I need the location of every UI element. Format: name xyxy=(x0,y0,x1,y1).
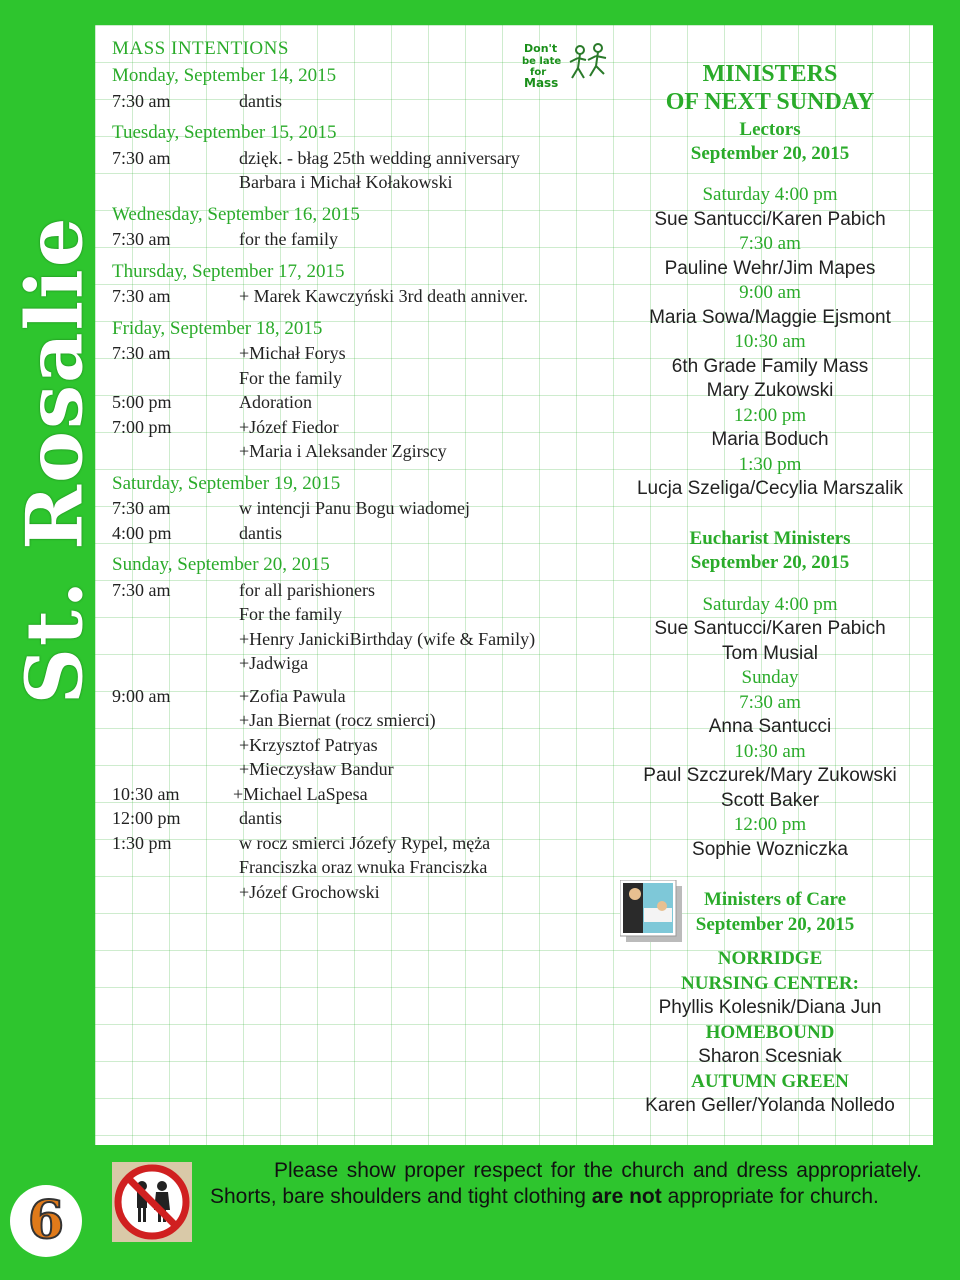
mass-intentions-title: MASS INTENTIONS xyxy=(112,38,289,59)
eucharist-time: 7:30 am xyxy=(739,691,801,713)
eucharist-name: Tom Musial xyxy=(721,642,819,664)
intention-row xyxy=(112,439,612,464)
eucharist-name: Scott Baker xyxy=(720,789,820,811)
intention-row xyxy=(112,521,612,546)
mass-day xyxy=(112,121,612,195)
mass-intention: dantis xyxy=(239,808,282,828)
intention-row xyxy=(112,284,612,309)
intention-row xyxy=(112,708,612,733)
intention-row xyxy=(112,806,612,831)
lector-time: 1:30 pm xyxy=(738,453,802,475)
mass-time: 7:30 am xyxy=(112,498,171,518)
ministers-of-care-illustration xyxy=(620,880,682,942)
mass-time: 7:30 am xyxy=(112,90,171,111)
care-date: September 20, 2015 xyxy=(695,913,855,935)
mass-time: 7:30 am xyxy=(112,147,171,168)
mass-intention: dantis xyxy=(239,522,282,543)
mass-day xyxy=(112,553,612,676)
lector-time: Saturday 4:00 pm xyxy=(702,184,838,205)
ministers-title: MINISTERS xyxy=(702,61,838,87)
mass-time: 1:30 pm xyxy=(112,832,172,853)
mass-intention: +Jan Biernat (rocz smierci) xyxy=(239,710,436,730)
mass-intention: dzięk. - błag 25th wedding anniversary xyxy=(239,147,520,168)
mass-intention: Barbara i Michał Kołakowski xyxy=(239,172,453,192)
day-heading: Monday, September 14, 2015 xyxy=(112,65,337,86)
care-location: NURSING CENTER: xyxy=(681,972,859,994)
intention-row xyxy=(112,415,612,440)
lector-time: 12:00 pm xyxy=(733,404,807,426)
eucharist-name: Sophie Wozniczka xyxy=(692,838,848,860)
day-heading: Saturday, September 19, 2015 xyxy=(112,472,341,494)
logo-line-2: be late xyxy=(522,56,562,67)
lector-name: Pauline Wehr/Jim Mapes xyxy=(664,257,876,279)
day-heading: Tuesday, September 15, 2015 xyxy=(112,122,337,143)
page-number-badge: 6 xyxy=(10,1185,82,1257)
mass-intention: for the family xyxy=(239,229,338,249)
dress-code-notice: Please show proper respect for the church and dress appropriately. Shorts, bare shoulders and tight clothing are not appropriate for church. xyxy=(210,1159,922,1208)
care-location: NORRIDGE xyxy=(717,948,823,969)
ministers-section xyxy=(610,60,930,1119)
mass-intention: dantis xyxy=(239,90,282,111)
lectors-heading: Lectors xyxy=(739,119,801,140)
day-heading: Wednesday, September 16, 2015 xyxy=(112,203,360,225)
care-name: Karen Geller/Yolanda Nolledo xyxy=(645,1095,895,1116)
eucharist-heading: Eucharist Ministers xyxy=(689,527,851,549)
mass-time: 9:00 am xyxy=(112,685,171,706)
day-heading: Sunday, September 20, 2015 xyxy=(112,554,330,575)
mass-intentions-section xyxy=(112,38,612,904)
mass-time: 10:30 am xyxy=(112,783,180,804)
lector-name: Lucja Szeliga/Cecylia Marszalik xyxy=(636,478,904,499)
eucharist-time: 10:30 am xyxy=(734,740,806,762)
mass-intention: +Henry JanickiBirthday (wife & Family) xyxy=(239,628,536,649)
mass-time: 7:00 pm xyxy=(112,416,172,437)
mass-time: 7:30 am xyxy=(112,579,171,600)
logo-line-4: Mass xyxy=(524,76,559,90)
logo-line-3: for xyxy=(530,67,547,78)
no-inappropriate-dress-icon xyxy=(112,1162,192,1242)
mass-intention: +Zofia Pawula xyxy=(239,685,346,706)
mass-time: 12:00 pm xyxy=(112,808,181,828)
lector-name: Maria Boduch xyxy=(711,429,829,450)
mass-time: 7:30 am xyxy=(112,343,171,363)
lector-time: 10:30 am xyxy=(734,331,806,352)
mass-time: 7:30 am xyxy=(112,286,171,306)
eucharist-name: Sue Santucci/Karen Pabich xyxy=(654,618,886,639)
care-location: HOMEBOUND xyxy=(705,1021,835,1043)
ministers-subtitle: OF NEXT SUNDAY xyxy=(665,89,875,115)
mass-intention: +Krzysztof Patryas xyxy=(239,734,378,755)
intention-row xyxy=(112,733,612,758)
lector-name: Sue Santucci/Karen Pabich xyxy=(654,208,886,230)
mass-intention: +Jadwiga xyxy=(239,653,309,673)
mass-intention: for all parishioners xyxy=(239,579,375,600)
lector-name: Mary Zukowski xyxy=(706,380,834,401)
mass-intention: Adoration xyxy=(239,392,312,412)
eucharist-time: 12:00 pm xyxy=(733,814,807,835)
mass-day xyxy=(112,64,612,113)
day-heading: Thursday, September 17, 2015 xyxy=(112,260,345,282)
lectors-date: September 20, 2015 xyxy=(690,143,850,164)
care-name: Phyllis Kolesnik/Diana Jun xyxy=(658,997,882,1018)
mass-intention: Franciszka oraz wnuka Franciszka xyxy=(239,857,488,877)
eucharist-date: September 20, 2015 xyxy=(690,552,850,573)
lector-name: 6th Grade Family Mass xyxy=(671,355,869,377)
intention-row xyxy=(112,757,612,782)
mass-day xyxy=(112,684,612,905)
intention-row xyxy=(112,627,612,652)
intention-row xyxy=(112,390,612,415)
intention-row xyxy=(112,89,612,114)
intention-row xyxy=(112,651,612,676)
care-name: Sharon Scesniak xyxy=(698,1046,842,1067)
mass-intention: +Michael LaSpesa xyxy=(233,783,368,804)
intention-row xyxy=(112,880,612,905)
mass-intention: w rocz smierci Józefy Rypel, męża xyxy=(239,832,491,853)
care-location: AUTUMN GREEN xyxy=(691,1070,849,1092)
mass-time: 4:00 pm xyxy=(112,522,172,543)
mass-intention: +Mieczysław Bandur xyxy=(239,759,394,779)
mass-day xyxy=(112,260,612,309)
intention-row xyxy=(112,684,612,709)
mass-day xyxy=(112,317,612,464)
intention-row xyxy=(112,170,612,195)
mass-intention: +Maria i Aleksander Zgirscy xyxy=(239,441,447,461)
intention-row xyxy=(112,341,612,366)
mass-day xyxy=(112,472,612,546)
intention-row xyxy=(112,782,612,807)
side-title: St. Rosalie xyxy=(9,215,101,705)
intention-row xyxy=(112,602,612,627)
intention-row xyxy=(112,366,612,391)
intention-row xyxy=(112,855,612,880)
lector-time: 9:00 am xyxy=(739,282,801,303)
intention-row xyxy=(112,146,612,171)
care-heading: Ministers of Care xyxy=(703,889,847,910)
eucharist-time: Sunday xyxy=(741,667,799,688)
eucharist-name: Paul Szczurek/Mary Zukowski xyxy=(643,765,897,786)
mass-day xyxy=(112,203,612,252)
mass-intention: w intencji Panu Bogu wiadomej xyxy=(239,498,470,518)
eucharist-time: Saturday 4:00 pm xyxy=(702,593,838,615)
mass-intention: +Michał Forys xyxy=(239,343,346,363)
intention-row xyxy=(112,496,612,521)
mass-time: 5:00 pm xyxy=(112,392,172,412)
intention-row xyxy=(112,578,612,603)
mass-time: 7:30 am xyxy=(112,229,171,249)
mass-intention: + Marek Kawczyński 3rd death anniver. xyxy=(239,286,529,306)
lector-name: Maria Sowa/Maggie Ejsmont xyxy=(649,306,891,328)
logo-line-1: Don't xyxy=(524,42,558,55)
mass-intention: +Józef Grochowski xyxy=(239,881,380,902)
lector-time: 7:30 am xyxy=(739,233,801,254)
eucharist-name: Anna Santucci xyxy=(708,716,832,737)
intention-row xyxy=(112,831,612,856)
intention-row xyxy=(112,227,612,252)
day-heading: Friday, September 18, 2015 xyxy=(112,317,323,339)
mass-intention: For the family xyxy=(239,367,342,388)
mass-intention: +Józef Fiedor xyxy=(239,416,339,437)
mass-intention: For the family xyxy=(239,604,342,624)
